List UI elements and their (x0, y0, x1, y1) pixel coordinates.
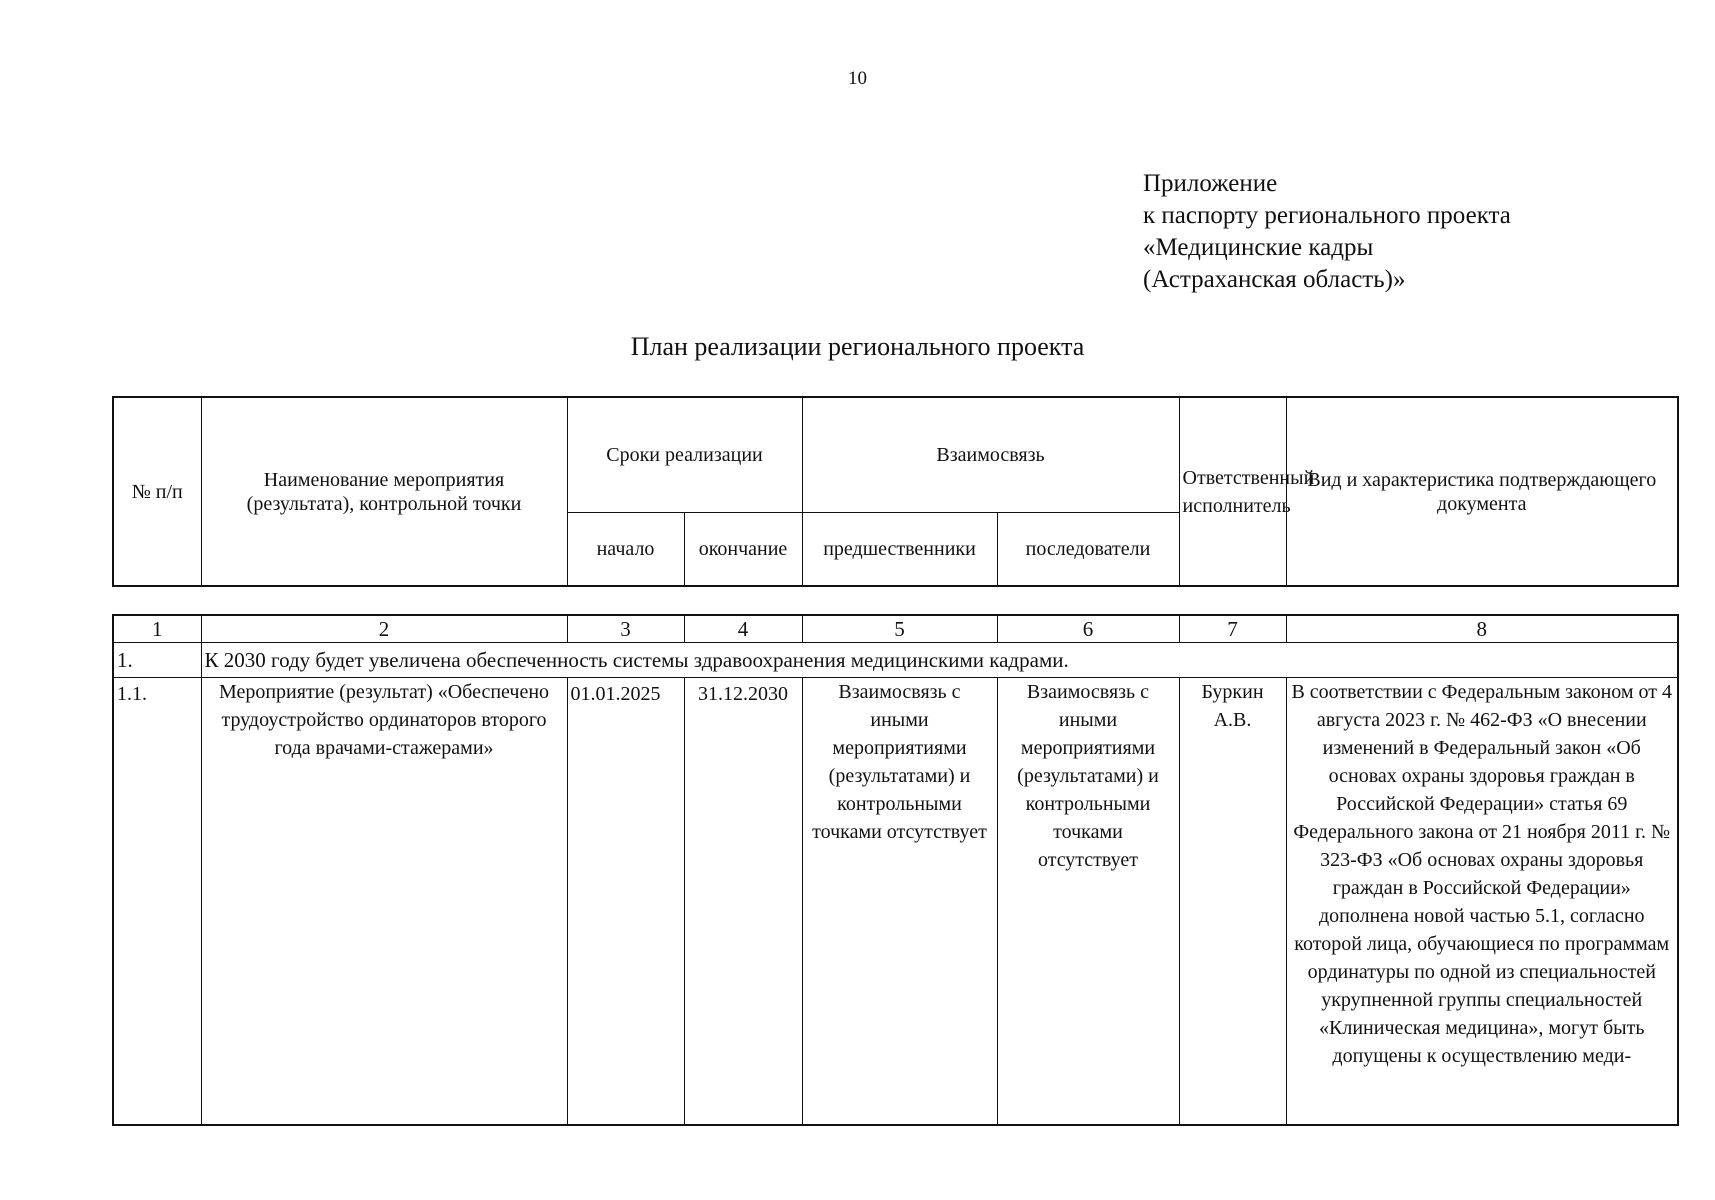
column-number: 8 (1286, 615, 1678, 642)
section-num: 1. (113, 642, 201, 677)
header-end: окончание (684, 512, 802, 586)
column-number-row (113, 615, 1678, 642)
header-num: № п/п (113, 397, 201, 586)
row-start: 01.01.2025 (567, 677, 684, 1125)
plan-table (112, 614, 1679, 1126)
appendix-line-1: Приложение (1143, 170, 1278, 197)
column-number: 5 (802, 615, 997, 642)
row-num: 1.1. (113, 677, 201, 1125)
column-number: 2 (201, 615, 567, 642)
row-predecessors: Взаимосвязь с иными мероприятиями (результатами) и контрольными точками отсутствует (802, 677, 997, 1125)
appendix-line-2: к паспорту регионального проекта (1143, 202, 1511, 229)
appendix-line-4: (Астраханская область)» (1143, 266, 1406, 293)
plan-title: План реализации регионального проекта (630, 332, 1085, 361)
column-number: 3 (567, 615, 684, 642)
header-name: Наименование мероприятия (результата), контрольной точки (201, 397, 567, 586)
column-number: 1 (113, 615, 201, 642)
header-start: начало (567, 512, 684, 586)
column-number: 6 (997, 615, 1179, 642)
header-period: Сроки реализации (567, 397, 802, 512)
appendix-block (1143, 168, 1511, 296)
section-row (113, 642, 1678, 677)
header-predecessors: предшественники (802, 512, 997, 586)
header-relation: Взаимосвязь (802, 397, 1179, 512)
column-number: 4 (684, 615, 802, 642)
row-end: 31.12.2030 (684, 677, 802, 1125)
table-row (113, 677, 1678, 1125)
row-responsible: Буркин А.В. (1179, 677, 1286, 1125)
header-document: Вид и характеристика подтверждающего документа (1286, 397, 1678, 586)
page-number: 10 (848, 68, 867, 89)
section-text: К 2030 году будет увеличена обеспеченность системы здравоохранения медицинскими кадрами. (201, 642, 1678, 677)
row-document: В соответствии с Федеральным законом от 4 августа 2023 г. № 462-ФЗ «О внесении изменений в Федеральный закон «Об основах охраны здоровья граждан в Российской Федерации» статья 69 Федерального закона от 21 ноября 2011 г. № 323-ФЗ «Об основах охраны здоровья граждан в Российской Федерации» дополнена новой частью 5.1, согласно которой лица, обучающиеся по программам ординатуры по одной из специальностей укрупненной группы специальностей «Клиническая медицина», могут быть допущены к осуществлению меди- (1286, 677, 1678, 1125)
header-responsible: Ответственный исполнитель (1179, 397, 1286, 586)
row-name: Мероприятие (результат) «Обеспечено трудоустройство ординаторов второго года врачами-стажерами» (201, 677, 567, 1125)
column-number: 7 (1179, 615, 1286, 642)
appendix-line-3: «Медицинские кадры (1143, 234, 1374, 261)
header-successors: последователи (997, 512, 1179, 586)
row-successors: Взаимосвязь с иными мероприятиями (результатами) и контрольными точками отсутствует (997, 677, 1179, 1125)
table-header (112, 396, 1679, 587)
